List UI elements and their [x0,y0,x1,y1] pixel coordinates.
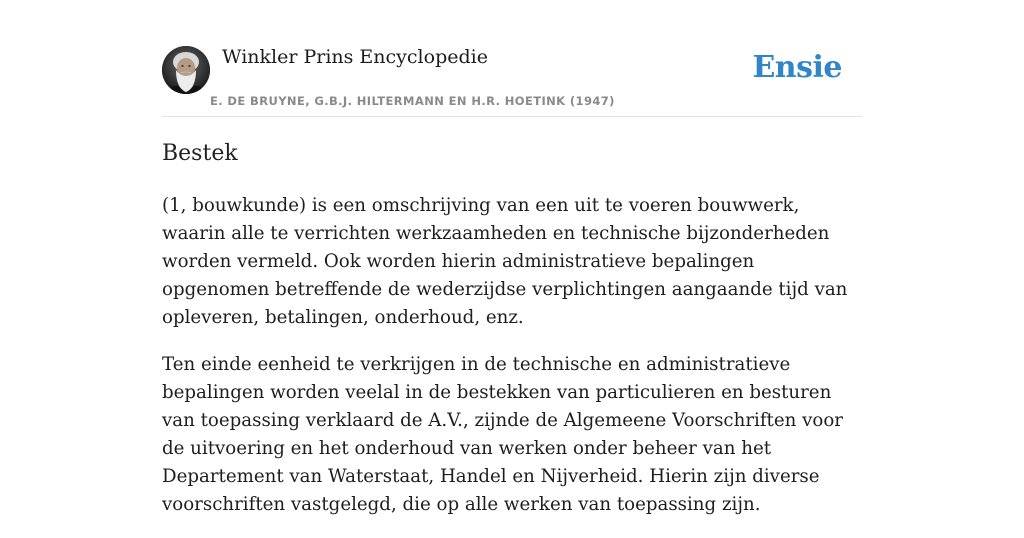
author-avatar[interactable] [162,46,210,94]
author-portrait-icon [162,46,210,94]
encyclopedia-header [162,0,862,117]
article-paragraph: (1, bouwkunde) is een omschrijving van een uit te voeren bouwwerk, waarin alle te verrichten werkzaamheden en technische bijzonderheden worden vermeld. Ook worden hierin administratieve bepalingen opgenomen betreffende de wederzijdse verplichtingen aangaande tijd van opleveren, betalingen, onderhoud, enz. [162,195,848,328]
authors-line: E. DE BRUYNE, G.B.J. HILTERMANN EN H.R. HOETINK (1947) [210,94,615,108]
page [162,0,862,515]
article-body [162,192,862,538]
article-title: Bestek [162,141,238,166]
brand-logo[interactable]: Ensie [752,50,842,85]
article-paragraph: Ten einde eenheid te verkrijgen in de technische en administratieve bepalingen worden veelal in de bestekken van particulieren en besturen van toepassing verklaard de A.V., zijnde de Algemeene Voorschriften voor de uitvoering en het onderhoud van werken onder beheer van het Departement van Waterstaat, Handel en Nijverheid. Hierin zijn diverse voorschriften vastgelegd, die op alle werken van toepassing zijn. [162,354,843,515]
source-title[interactable]: Winkler Prins Encyclopedie [222,46,488,68]
